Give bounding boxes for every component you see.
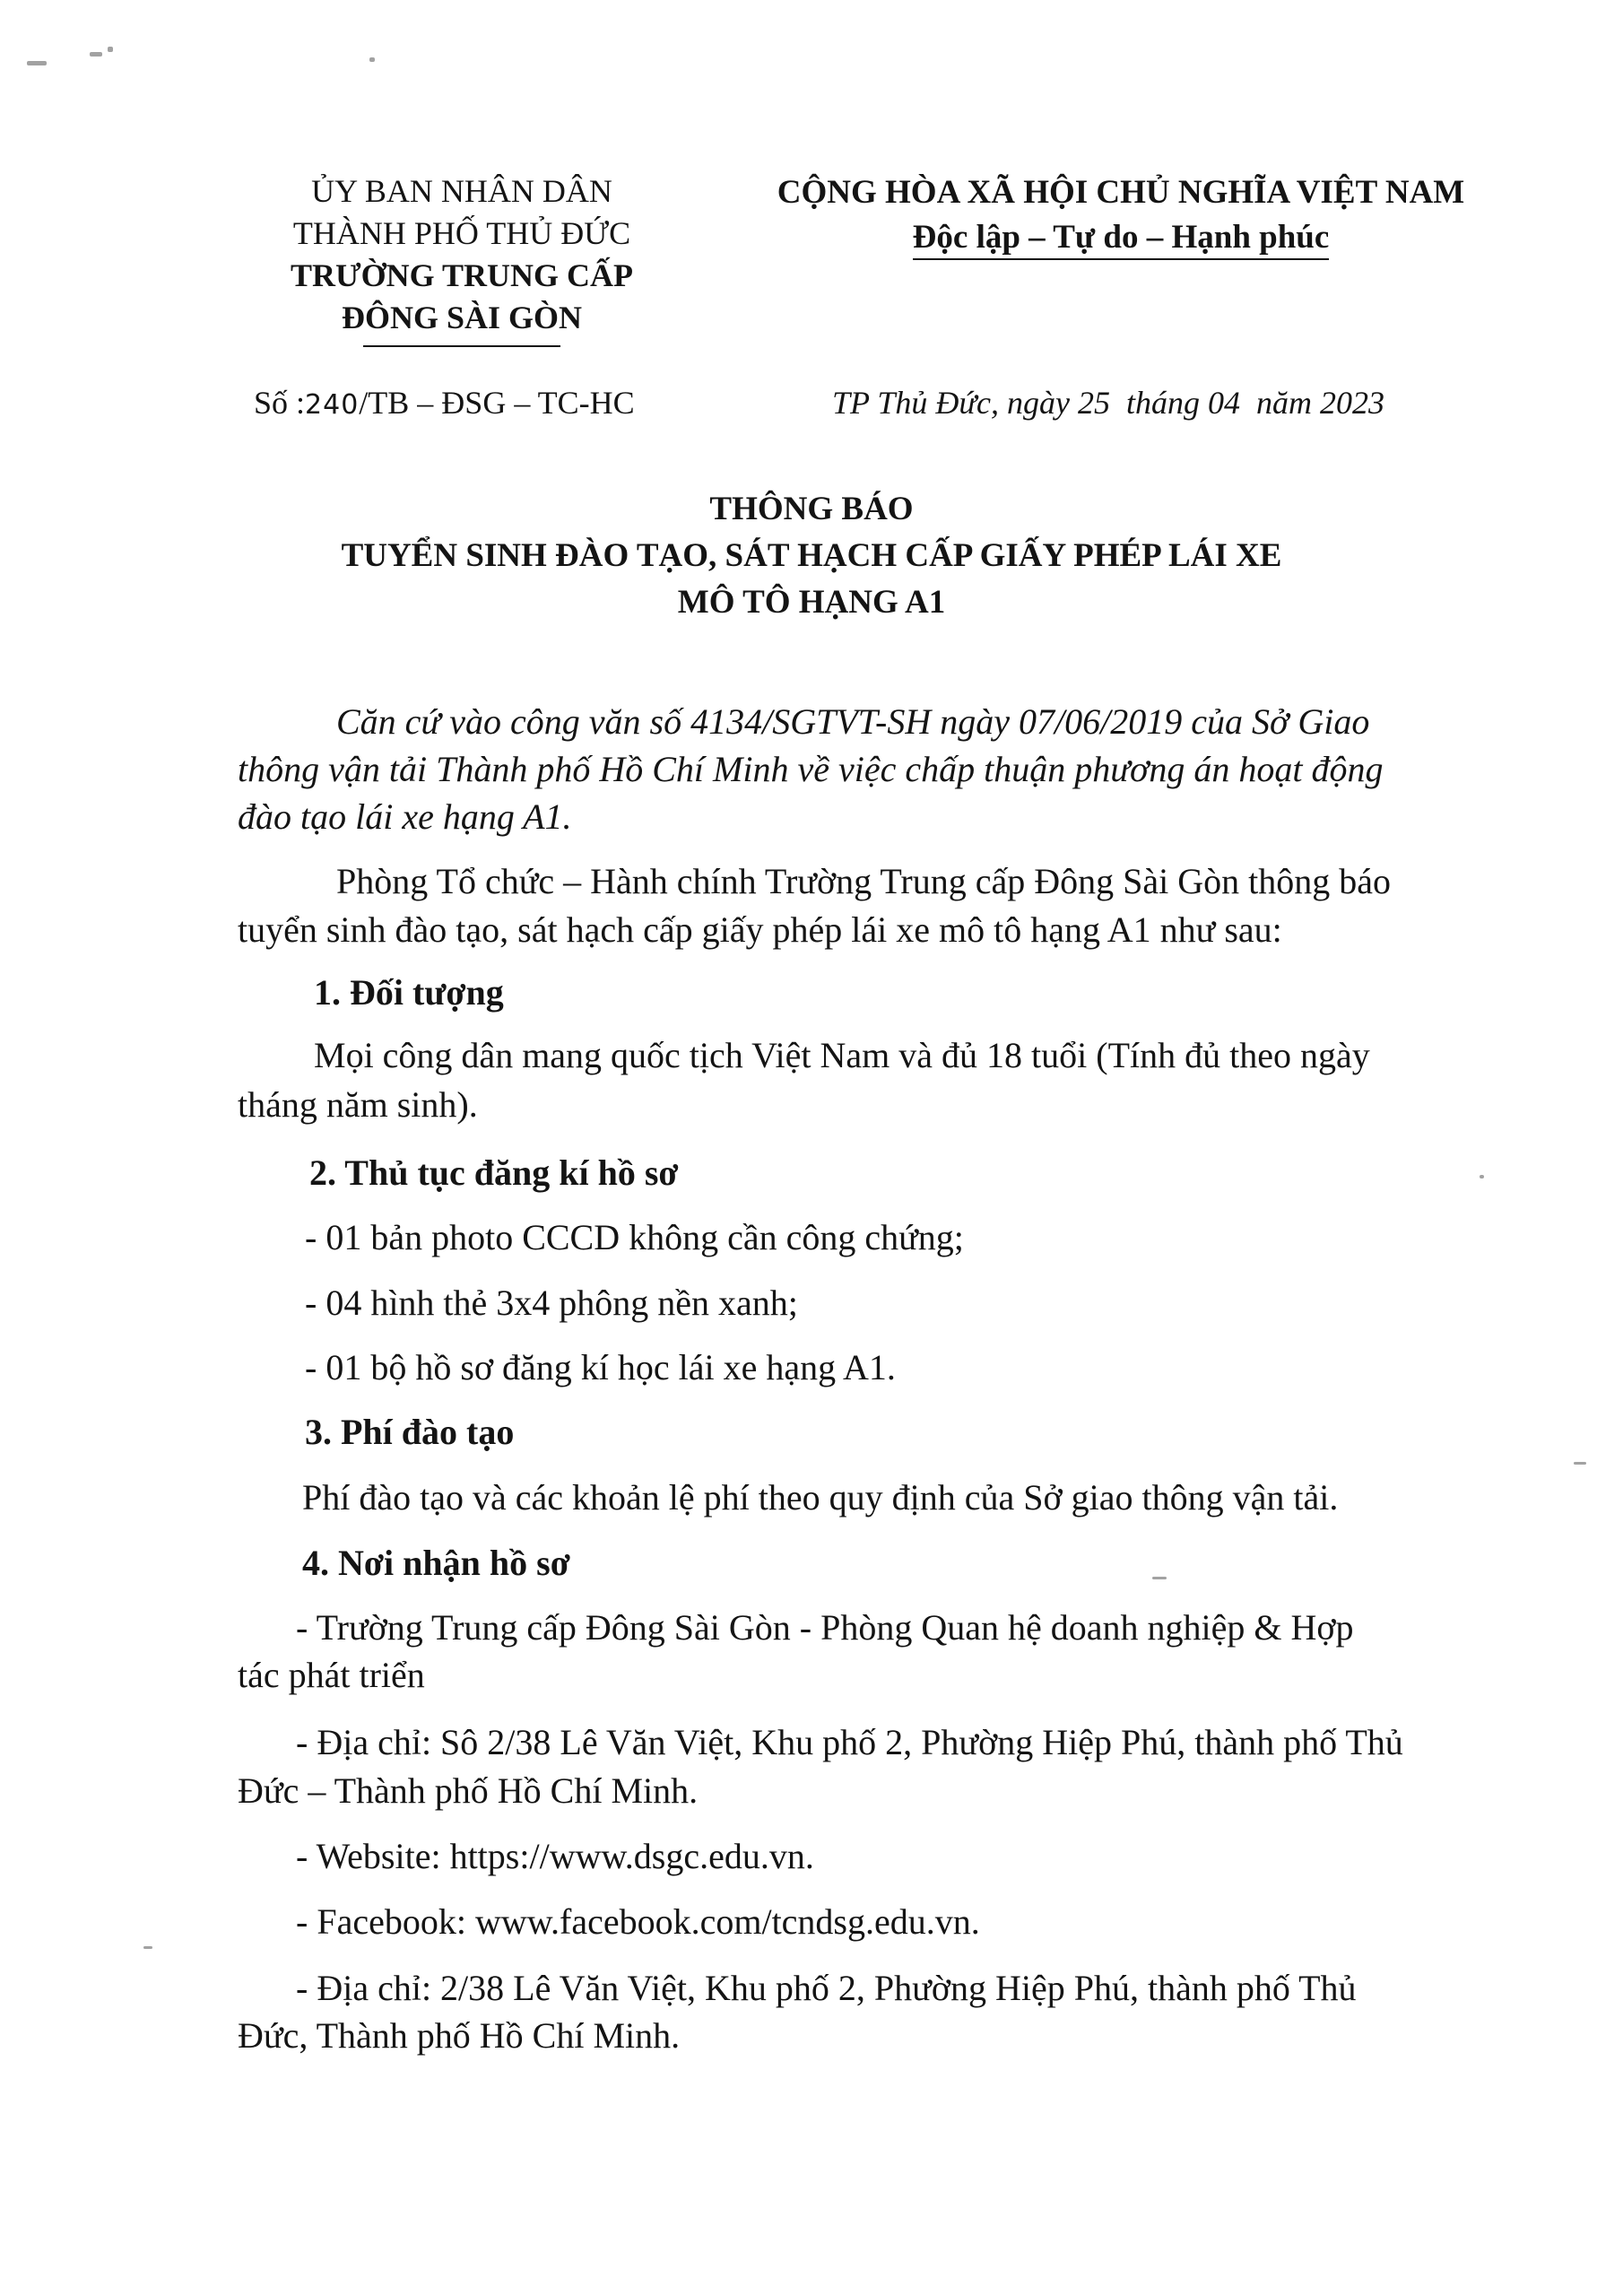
issuing-authority — [238, 170, 686, 339]
section-4-address2-line-1: - Địa chỉ: 2/38 Lê Văn Việt, Khu phố 2, Phường Hiệp Phú, thành phố Thủ — [296, 1968, 1357, 2008]
section-2-heading: 2. Thủ tục đăng kí hồ sơ — [309, 1152, 679, 1193]
scan-speck — [1574, 1462, 1586, 1465]
section-1-heading: 1. Đối tượng — [314, 972, 504, 1013]
school-name-line-2: ĐÔNG SÀI GÒN — [341, 300, 583, 335]
legal-basis-line-3: đào tạo lái xe hạng A1. — [238, 796, 572, 837]
section-1-line-2: tháng năm sinh). — [238, 1084, 478, 1125]
section-4-website: - Website: https://www.dsgc.edu.vn. — [296, 1836, 814, 1876]
national-heading — [753, 170, 1488, 260]
scan-speck — [369, 57, 375, 62]
section-3-heading: 3. Phí đào tạo — [305, 1412, 515, 1452]
authority-underline — [363, 345, 560, 347]
handwritten-number: 240 — [305, 389, 360, 421]
legal-basis-line-1: Căn cứ vào công văn số 4134/SGTVT-SH ngày 07/06/2019 của Sở Giao — [336, 701, 1370, 742]
legal-basis-line-2: thông vận tải Thành phố Hồ Chí Minh về việc chấp thuận phương án hoạt động — [238, 749, 1384, 789]
section-1-line-1: Mọi công dân mang quốc tịch Việt Nam và đủ 18 tuổi (Tính đủ theo ngày — [314, 1035, 1370, 1075]
scan-speck — [27, 61, 47, 65]
section-4-address-line-2: Đức – Thành phố Hồ Chí Minh. — [238, 1770, 699, 1811]
section-4-heading: 4. Nơi nhận hồ sơ — [302, 1543, 570, 1583]
scan-speck — [1480, 1175, 1484, 1178]
title-line-3: MÔ TÔ HẠNG A1 — [677, 584, 946, 621]
section-2-item-1: - 01 bản photo CCCD không cần công chứng; — [305, 1217, 964, 1257]
section-2-item-2: - 04 hình thẻ 3x4 phông nền xanh; — [305, 1283, 798, 1323]
document-number-prefix: Số : — [254, 385, 306, 421]
section-4-place-line-2: tác phát triển — [238, 1655, 425, 1695]
school-name-line-1: TRƯỜNG TRUNG CẤP — [290, 257, 633, 293]
title-line-1: THÔNG BÁO — [709, 491, 914, 527]
scan-speck — [1152, 1577, 1167, 1579]
national-name: CỘNG HÒA XÃ HỘI CHỦ NGHĨA VIỆT NAM — [777, 174, 1465, 211]
document-title — [0, 486, 1623, 626]
authority-line-2: THÀNH PHỐ THỦ ĐỨC — [292, 215, 631, 251]
document-number — [254, 381, 635, 427]
section-4-facebook: - Facebook: www.facebook.com/tcndsg.edu.vn. — [296, 1901, 980, 1942]
document-date: TP Thủ Đức, ngày 25 tháng 04 năm 2023 — [832, 385, 1384, 421]
intro-line-2: tuyển sinh đào tạo, sát hạch cấp giấy phép lái xe mô tô hạng A1 như sau: — [238, 909, 1282, 950]
document-number-suffix: /TB – ĐSG – TC-HC — [359, 385, 635, 421]
title-line-2: TUYỂN SINH ĐÀO TẠO, SÁT HẠCH CẤP GIẤY PHÉP LÁI XE — [341, 537, 1282, 574]
scan-speck — [90, 52, 102, 57]
scan-speck — [108, 47, 113, 52]
section-2-item-3: - 01 bộ hồ sơ đăng kí học lái xe hạng A1. — [305, 1347, 896, 1387]
section-4-address2-line-2: Đức, Thành phố Hồ Chí Minh. — [238, 2015, 681, 2056]
scan-speck — [143, 1946, 152, 1949]
authority-line-1: ỦY BAN NHÂN DÂN — [311, 173, 612, 209]
section-3-text: Phí đào tạo và các khoản lệ phí theo quy định của Sở giao thông vận tải. — [302, 1477, 1339, 1518]
section-4-place-line-1: - Trường Trung cấp Đông Sài Gòn - Phòng Quan hệ doanh nghiệp & Hợp — [296, 1607, 1354, 1648]
intro-line-1: Phòng Tổ chức – Hành chính Trường Trung cấp Đông Sài Gòn thông báo — [336, 861, 1391, 901]
national-motto: Độc lập – Tự do – Hạnh phúc — [913, 219, 1330, 260]
section-4-address-line-1: - Địa chỉ: Sô 2/38 Lê Văn Việt, Khu phố 2, Phường Hiệp Phú, thành phố Thủ — [296, 1722, 1403, 1762]
